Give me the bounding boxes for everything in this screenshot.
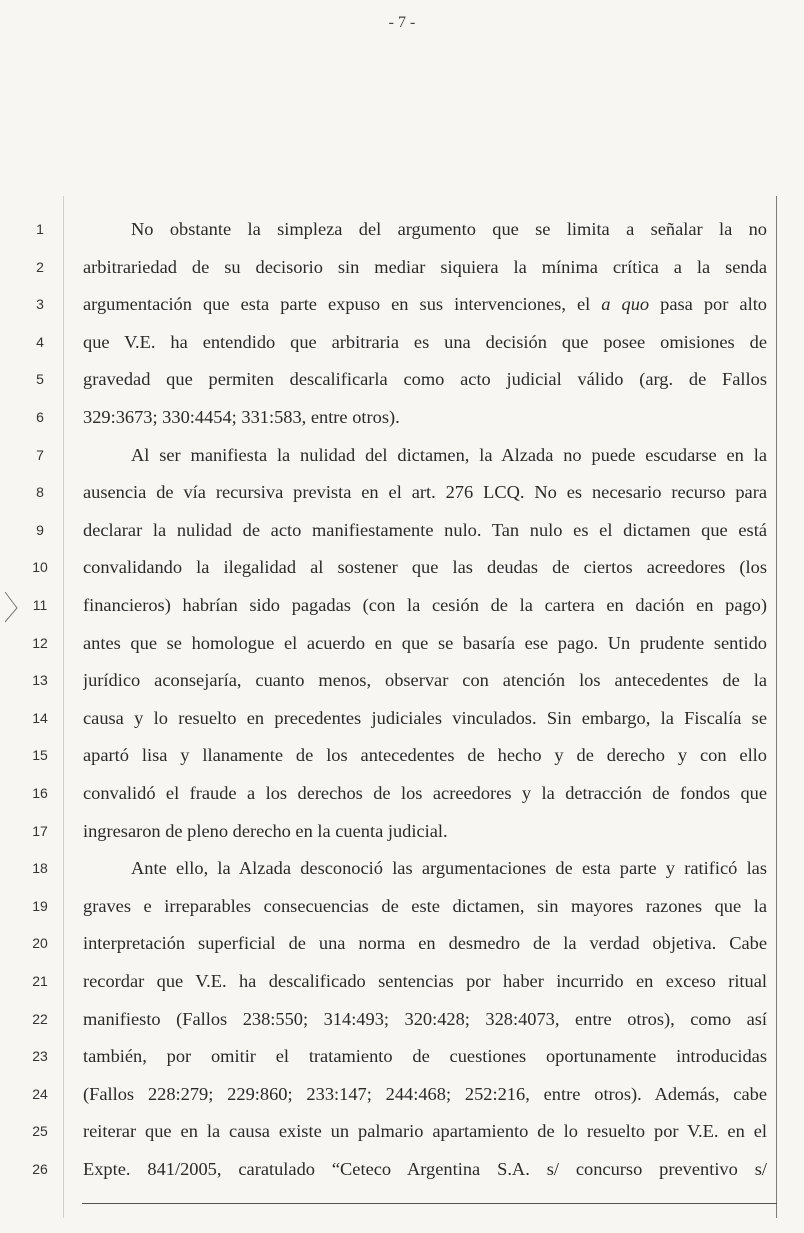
line-text: convalidando la ilegalidad al sostener que las deudas de ciertos acreedores (los <box>83 557 767 578</box>
latin-phrase: a quo <box>601 294 650 315</box>
document-line <box>0 1001 804 1038</box>
document-line <box>0 324 804 361</box>
line-number: 9 <box>36 521 44 538</box>
document-line <box>0 549 804 586</box>
document-line <box>0 1076 804 1113</box>
line-text: financieros) habrían sido pagadas (con la cesión de la cartera en dación en pago) <box>83 595 767 615</box>
document-line <box>0 286 804 323</box>
document-line <box>0 850 804 887</box>
page-number: - 7 - <box>388 14 416 31</box>
line-text: No obstante la simpleza del argumento que se limita a señalar la no <box>131 219 767 239</box>
line-number: 23 <box>32 1048 48 1065</box>
line-text: argumentación que esta parte expuso en sus intervenciones, el a quo pasa por alto <box>83 294 767 315</box>
line-text: recordar que V.E. ha descalificado sentencias por haber incurrido en exceso ritual <box>83 971 767 991</box>
line-number: 18 <box>32 860 48 877</box>
line-text: arbitrariedad de su decisorio sin mediar siquiera la mínima crítica a la senda <box>83 256 767 277</box>
document-line <box>0 775 804 812</box>
line-number: 25 <box>32 1123 48 1140</box>
document-line <box>0 737 804 774</box>
document-line <box>0 925 804 962</box>
document-line <box>0 474 804 511</box>
document-line <box>0 963 804 1000</box>
line-text: convalidó el fraude a los derechos de los acreedores y la detracción de fondos que <box>83 783 767 803</box>
line-number: 13 <box>32 672 48 689</box>
line-text: graves e irreparables consecuencias de este dictamen, sin mayores razones que la <box>83 895 767 916</box>
line-text: gravedad que permiten descalificarla como acto judicial válido (arg. de Fallos <box>83 369 767 390</box>
document-line <box>0 249 804 286</box>
document-line <box>0 437 804 474</box>
document-line <box>0 1151 804 1188</box>
line-number: 5 <box>36 371 44 388</box>
document-line <box>0 512 804 549</box>
document-line <box>0 813 804 850</box>
document-line <box>0 625 804 662</box>
line-number: 11 <box>32 597 48 613</box>
line-number: 17 <box>32 822 48 839</box>
line-number: 16 <box>32 785 48 801</box>
line-number: 12 <box>32 634 48 651</box>
document-line <box>0 1113 804 1150</box>
line-text: que V.E. ha entendido que arbitraria es una decisión que posee omisiones de <box>83 331 767 352</box>
line-number: 26 <box>32 1161 48 1177</box>
line-text: declarar la nulidad de acto manifiestamente nulo. Tan nulo es el dictamen que está <box>83 519 767 540</box>
document-line <box>0 700 804 737</box>
line-number: 6 <box>36 409 44 425</box>
line-number: 4 <box>36 333 44 350</box>
line-text: ingresaron de pleno derecho en la cuenta judicial. <box>83 820 448 841</box>
line-text: 329:3673; 330:4454; 331:583, entre otros). <box>83 407 400 427</box>
document-line <box>0 361 804 398</box>
line-text: también, por omitir el tratamiento de cuestiones oportunamente introducidas <box>83 1046 767 1067</box>
line-number: 7 <box>36 446 44 463</box>
line-text: Ante ello, la Alzada desconoció las argumentaciones de esta parte y ratificó las <box>131 858 767 879</box>
document-line <box>0 399 804 436</box>
line-number: 14 <box>32 709 48 726</box>
line-text: causa y lo resuelto en precedentes judiciales vinculados. Sin embargo, la Fiscalía se <box>83 707 767 728</box>
line-text: antes que se homologue el acuerdo en que se basaría ese pago. Un prudente sentido <box>83 632 767 653</box>
line-text: ausencia de vía recursiva prevista en el art. 276 LCQ. No es necesario recurso para <box>83 482 767 503</box>
line-text: jurídico aconsejaría, cuanto menos, observar con atención los antecedentes de la <box>83 670 767 691</box>
document-line <box>0 1038 804 1075</box>
bottom-rule <box>82 1203 777 1204</box>
document-line <box>0 587 804 624</box>
line-text: reiterar que en la causa existe un palmario apartamiento de lo resuelto por V.E. en el <box>83 1121 767 1142</box>
line-number: 20 <box>32 935 48 952</box>
line-text: apartó lisa y llanamente de los antecedentes de hecho y de derecho y con ello <box>83 745 767 766</box>
line-number: 21 <box>32 973 48 989</box>
line-number: 3 <box>36 296 44 313</box>
line-number: 1 <box>36 221 44 237</box>
line-text: (Fallos 228:279; 229:860; 233:147; 244:468; 252:216, entre otros). Además, cabe <box>83 1083 767 1104</box>
document-line <box>0 888 804 925</box>
line-number: 2 <box>36 258 44 275</box>
document-line <box>0 211 804 248</box>
line-text: Expte. 841/2005, caratulado “Ceteco Argentina S.A. s/ concurso preventivo s/ <box>83 1159 767 1179</box>
document-line <box>0 662 804 699</box>
line-text: Al ser manifiesta la nulidad del dictamen, la Alzada no puede escudarse en la <box>131 444 767 465</box>
line-number: 19 <box>32 897 48 914</box>
line-number: 22 <box>32 1010 48 1027</box>
line-text: interpretación superficial de una norma en desmedro de la verdad objetiva. Cabe <box>83 933 767 954</box>
line-number: 8 <box>36 484 44 501</box>
line-number: 15 <box>32 747 48 764</box>
line-text: manifiesto (Fallos 238:550; 314:493; 320:428; 328:4073, entre otros), como así <box>83 1008 767 1029</box>
line-number: 24 <box>32 1085 48 1102</box>
line-number: 10 <box>32 559 48 576</box>
